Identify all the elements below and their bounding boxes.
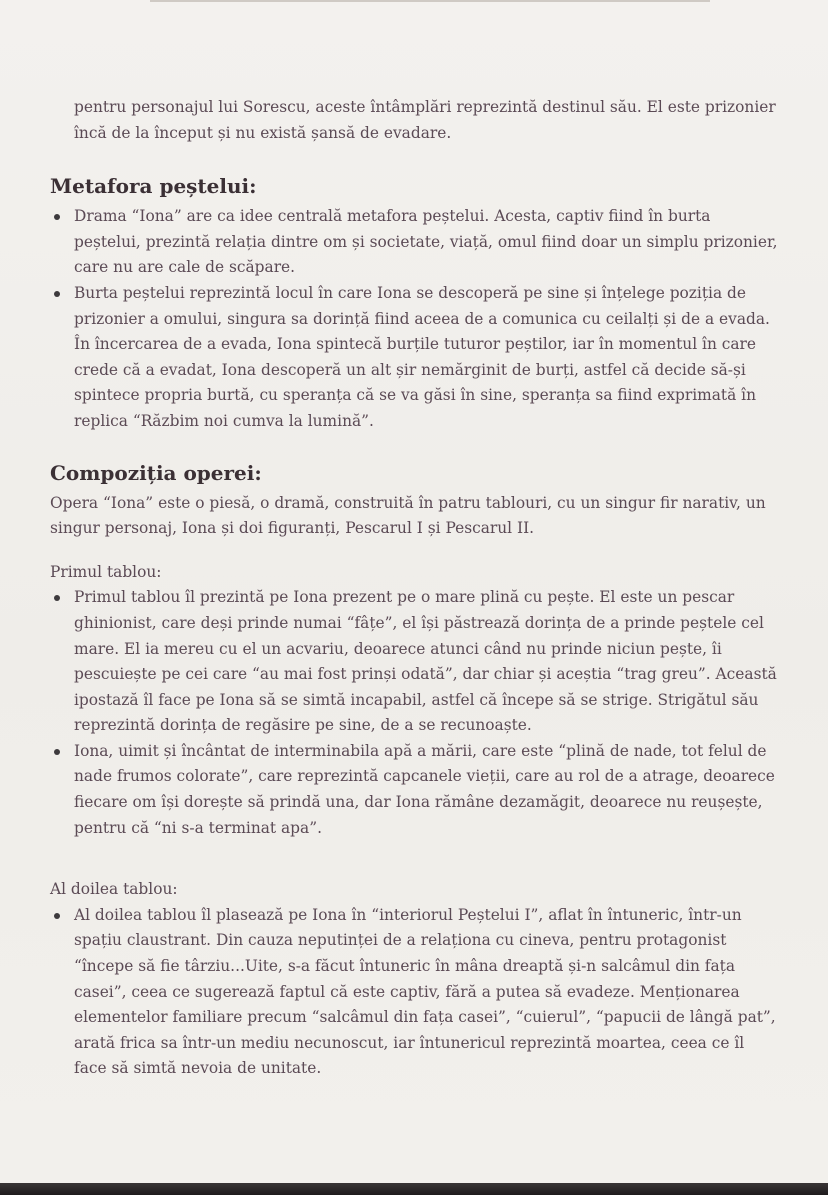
primul-tablou-bullet-2: Iona, uimit și încântat de interminabila apă a mării, care este “plină de nade, tot felul de nade frumos colorate”, care reprezintă capcanele vieții, care au rol de a atrage, deoarece fiecare om își dorește să prindă una, dar Iona rămâne dezamăgit, deoarece nu reușește, pentru că “ni s-a terminat apa”. <box>50 739 780 841</box>
al-doilea-tablou-bullet-1: Al doilea tablou îl plasează pe Iona în “interiorul Peștelui I”, aflat în întuneric, într-un spațiu claustrant. Din cauza neputinței de a relaționa cu cineva, pentru protagonist “începe să fie târziu...Uite, s-a făcut întuneric în mâna dreaptă și-n salcâmul din fața casei”, ceea ce sugerează faptul că este captiv, fără a putea să evadeze. Menționarea elementelor familiare precum “salcâmul din fața casei”, “cuierul”, “papucii de lângă pat”, arată frica sa într-un mediu necunoscut, iar întunericul reprezintă moartea, ceea ce îl face să simtă nevoia de unitate. <box>50 903 780 1082</box>
heading-metafora-pestelui: Metafora peștelui: <box>50 174 257 199</box>
al-doilea-tablou-bullet-list <box>50 903 780 1082</box>
intro-paragraph: pentru personajul lui Sorescu, aceste întâmplări reprezintă destinul său. El este prizonier încă de la început și nu există șansă de evadare. <box>74 98 776 142</box>
metafora-bullet-2: Burta peștelui reprezintă locul în care Iona se descoperă pe sine și înțelege poziția de prizonier a omului, singura sa dorință fiind aceea de a comunica cu ceilalți și de a evada. În încercarea de a evada, Iona spintecă burțile tuturor peștilor, iar în momentul în care crede că a evadat, Iona descoperă un alt șir nemărginit de burți, astfel că decide să-și spintece propria burtă, cu speranța că se va găsi în sine, speranța sa fiind exprimată în replica “Răzbim noi cumva la lumină”. <box>50 281 780 435</box>
heading-compozitia-operei: Compoziția operei: <box>50 460 262 485</box>
paper-top-edge <box>150 0 710 2</box>
section-compozitia <box>50 459 780 1082</box>
metafora-bullet-1: Drama “Iona” are ca idee centrală metafora peștelui. Acesta, captiv fiind în burta peștelui, prezintă relația dintre om și societate, viață, omul fiind doar un simplu prizonier, care nu are cale de scăpare. <box>50 204 780 281</box>
primul-tablou-bullet-list <box>50 585 780 841</box>
subheading-primul-tablou: Primul tablou: <box>50 562 162 581</box>
subheading-al-doilea-tablou: Al doilea tablou: <box>50 880 178 899</box>
primul-tablou-bullet-1: Primul tablou îl prezintă pe Iona prezent pe o mare plină cu pește. El este un pescar ghinionist, care deși prinde numai “fâțe”, el își păstrează dorința de a prinde peștele cel mare. El ia mereu cu el un acvariu, deoarece atunci când nu prinde niciun pește, îi pescuiește pe cei care “au mai fost prinși odată”, dar chiar și aceștia “trag greu”. Această ipostază îl face pe Iona să se simtă incapabil, astfel că începe să se strige. Strigătul său reprezintă dorința de regăsire pe sine, de a se recunoaște. <box>50 585 780 739</box>
document-content <box>50 95 780 1106</box>
section-metafora <box>50 172 780 434</box>
metafora-bullet-list <box>50 204 780 434</box>
compozitia-paragraph: Opera “Iona” este o piesă, o dramă, construită în patru tablouri, cu un singur fir narativ, un singur personaj, Iona și doi figuranți, Pescarul I și Pescarul II. <box>50 493 766 538</box>
scan-bottom-shadow <box>0 1183 828 1195</box>
